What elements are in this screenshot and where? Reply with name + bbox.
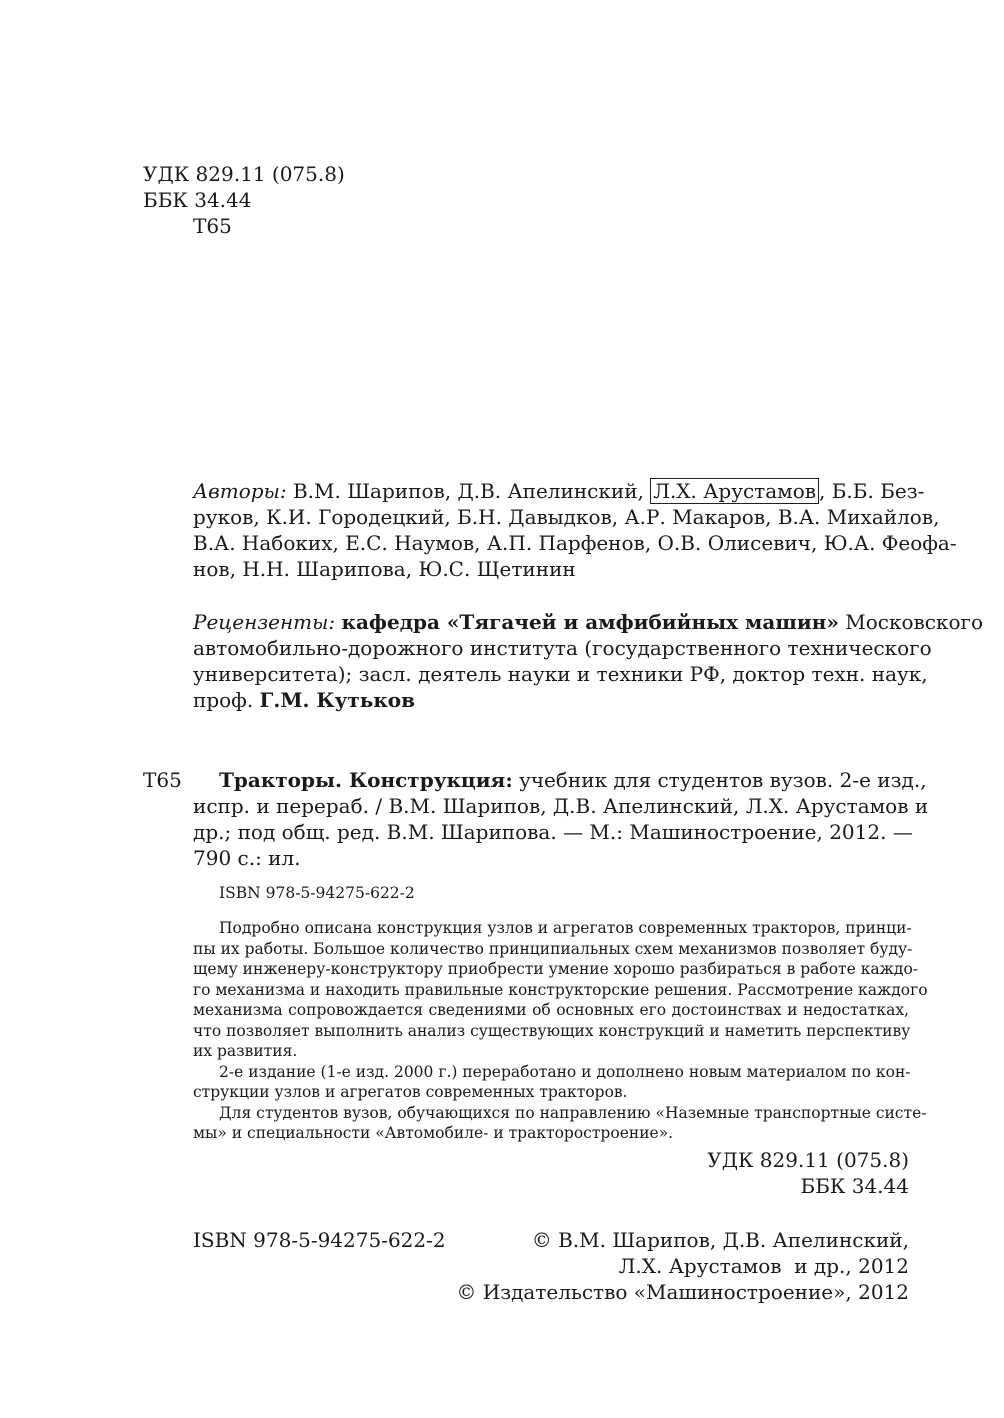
authors-names-b: , Б.Б. Без- xyxy=(819,479,925,503)
copyright-publisher: © Издательство «Машиностроение», 2012 xyxy=(456,1280,909,1304)
udk-code: УДК 829.11 (075.8) xyxy=(143,162,345,186)
annotation-line: мы» и специальности «Автомобиле- и тракторостроение». xyxy=(193,1124,674,1142)
bbk-code: ББК 34.44 xyxy=(143,188,252,212)
annotation-line: 2-е издание (1-е изд. 2000 г.) переработано и дополнено новым материалом по кон- xyxy=(219,1062,911,1081)
bottom-bbk: ББК 34.44 xyxy=(800,1174,909,1198)
annotation-line: струкции узлов и агрегатов современных тракторов. xyxy=(193,1083,628,1101)
reviewer-name: Г.М. Кутьков xyxy=(259,688,416,712)
bib-mark: Т65 xyxy=(143,768,182,792)
authors-names-a: В.М. Шарипов, Д.В. Апелинский, xyxy=(292,479,644,503)
reviewers-line-2: автомобильно-дорожного института (государственного технического xyxy=(193,636,932,660)
bib-line-3: др.; под общ. ред. В.М. Шарипова. — М.: Машиностроение, 2012. — xyxy=(193,820,913,844)
annotation-line: что позволяет выполнить анализ существующих конструкций и наметить перспективу xyxy=(193,1021,911,1040)
bottom-udk: УДК 829.11 (075.8) xyxy=(707,1148,909,1172)
book-title: Тракторы. Конструкция: xyxy=(219,768,513,792)
annotation-line: го механизма и находить правильные конструкторские решения. Рассмотрение каждого xyxy=(193,980,928,999)
bottom-isbn: ISBN 978-5-94275-622-2 xyxy=(193,1228,446,1252)
bib-line-1-rest: учебник для студентов вузов. 2-е изд., xyxy=(519,768,927,792)
reviewers-line-1 xyxy=(193,609,984,635)
reviewer-title: проф. xyxy=(193,688,254,712)
bib-line-2: испр. и перераб. / В.М. Шарипов, Д.В. Апелинский, Л.Х. Арустамов и xyxy=(193,794,929,818)
authors-line-2: руков, К.И. Городецкий, Б.Н. Давыдков, А.Р. Макаров, В.А. Михайлов, xyxy=(193,505,940,529)
highlighted-author: Л.Х. Арустамов xyxy=(650,478,819,504)
annotation-line: пы их работы. Большое количество принципиальных схем механизмов позволяет буду- xyxy=(193,939,913,958)
bib-line-4: 790 с.: ил. xyxy=(193,846,301,870)
authors-line-1 xyxy=(193,478,925,504)
copyright-authors: © В.М. Шарипов, Д.В. Апелинский, xyxy=(531,1228,909,1252)
reviewers-label: Рецензенты: xyxy=(193,610,336,634)
bib-line-1 xyxy=(219,767,927,793)
annotation-line: Для студентов вузов, обучающихся по направлению «Наземные транспортные систе- xyxy=(219,1103,927,1122)
annotation-line: их развития. xyxy=(193,1042,298,1060)
authors-line-3: В.А. Набоких, Е.С. Наумов, А.П. Парфенов, О.В. Олисевич, Ю.А. Феофа- xyxy=(193,531,957,555)
reviewers-department: кафедра «Тягачей и амфибийных машин» xyxy=(341,610,839,634)
annotation-line: механизма сопровождается сведениями об основных его достоинствах и недостатках, xyxy=(193,1001,909,1019)
authors-line-4: нов, Н.Н. Шарипова, Ю.С. Щетинин xyxy=(193,557,576,581)
reviewers-line-3: университета); засл. деятель науки и техники РФ, доктор техн. наук, xyxy=(193,662,928,686)
annotation-line: Подробно описана конструкция узлов и агрегатов современных тракторов, принци- xyxy=(219,919,912,937)
copyright-authors-cont: Л.Х. Арустамов и др., 2012 xyxy=(618,1254,909,1278)
annotation-line: щему инженеру-конструктору приобрести умение хорошо разбираться в работе каждо- xyxy=(193,960,919,978)
author-mark: Т65 xyxy=(193,214,232,238)
reviewers-line-4 xyxy=(193,687,415,713)
authors-label: Авторы: xyxy=(193,479,287,503)
reviewers-line-1-rest: Московского xyxy=(845,610,984,634)
bib-isbn: ISBN 978-5-94275-622-2 xyxy=(219,884,415,902)
